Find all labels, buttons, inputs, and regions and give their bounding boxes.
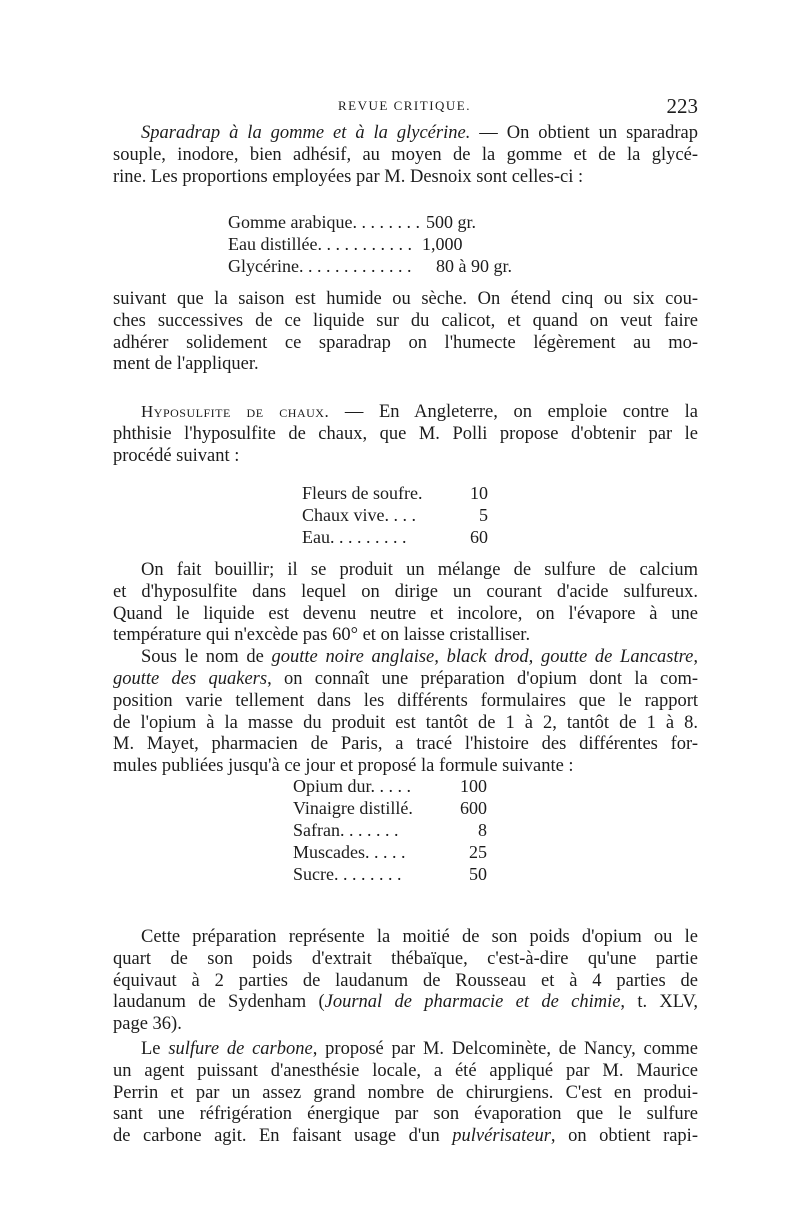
recipe-row bbox=[228, 255, 512, 277]
ingredient-quantity: 60 bbox=[470, 527, 488, 547]
ingredient-name: Muscades. . . . . bbox=[293, 842, 406, 862]
text-line: Perrin et par un assez grand nombre de chirurgiens. C'est en produi- bbox=[113, 1082, 698, 1103]
recipe-table-opium bbox=[293, 775, 503, 885]
ingredient-quantity: 1,000 bbox=[422, 234, 463, 254]
journal-citation: Journal de pharmacie et de chimie bbox=[324, 992, 621, 1013]
text-line: mules publiées jusqu'à ce jour et proposé la formule suivante : bbox=[113, 756, 574, 777]
recipe-row bbox=[293, 819, 503, 841]
text-line: goutte des quakers, on connaît une préparation d'opium dont la com- bbox=[113, 668, 699, 689]
text-line: Hyposulfite de chaux. — En Angleterre, on emploie contre la bbox=[141, 402, 698, 422]
text-line: ches successives de ce liquide sur du calicot, et quand on veut faire bbox=[113, 310, 698, 331]
page-number: 223 bbox=[666, 94, 698, 118]
ingredient-quantity: 80 à 90 gr. bbox=[436, 256, 512, 276]
text-line: procédé suivant : bbox=[113, 445, 240, 466]
text-line: On fait bouillir; il se produit un mélange de sulfure de calcium bbox=[141, 560, 698, 580]
text-line: laudanum de Sydenham (Journal de pharmacie et de chimie, t. XLV, bbox=[113, 992, 698, 1013]
paragraph-sparadrap-usage bbox=[113, 289, 698, 376]
text-line: sant une réfrigération énergique par son évaporation que le sulfure bbox=[113, 1104, 698, 1125]
ingredient-quantity: 8 bbox=[478, 820, 487, 840]
text-line: de carbone agit. En faisant usage d'un pulvérisateur, on obtient rapi- bbox=[113, 1126, 698, 1147]
ingredient-quantity: 500 gr. bbox=[426, 212, 477, 232]
paragraph-sulfure-carbone bbox=[113, 1039, 698, 1148]
recipe-row bbox=[293, 863, 503, 885]
text-line: Quand le liquide est devenu neutre et incolore, on l'évapore à une bbox=[113, 603, 698, 624]
text-line: M. Mayet, pharmacien de Paris, a tracé l'histoire des différentes for- bbox=[113, 734, 698, 755]
running-title: REVUE CRITIQUE. bbox=[338, 98, 471, 113]
paragraph-hyposulfite-process bbox=[113, 560, 698, 778]
text-line: de l'opium à la masse du produit est tantôt de 1 à 2, tantôt de 1 à 8. bbox=[113, 712, 698, 733]
recipe-row bbox=[228, 211, 508, 233]
paragraph-opium-equivalence bbox=[113, 927, 698, 1036]
paragraph-hyposulfite bbox=[113, 401, 698, 467]
text-line: page 36). bbox=[113, 1014, 182, 1035]
page-header bbox=[113, 94, 698, 122]
recipe-row bbox=[302, 504, 502, 526]
text-line: rine. Les proportions employées par M. Desnoix sont celles-ci : bbox=[113, 166, 584, 187]
section-title: Sparadrap à la gomme et à la glycérine. bbox=[141, 123, 471, 143]
text-line: quart de son poids d'extrait thébaïque, c'est-à-dire qu'une partie bbox=[113, 948, 698, 969]
ingredient-quantity: 10 bbox=[470, 483, 488, 503]
ingredient-quantity: 50 bbox=[469, 864, 487, 884]
ingredient-name: Glycérine. . . . . . . . . . . . . bbox=[228, 256, 412, 276]
ingredient-quantity: 5 bbox=[479, 505, 488, 525]
section-heading: Hyposulfite de chaux. bbox=[141, 402, 330, 421]
recipe-row bbox=[293, 841, 503, 863]
ingredient-name: Opium dur. . . . . bbox=[293, 776, 412, 796]
text-line: Cette préparation représente la moitié de son poids d'opium ou le bbox=[141, 927, 698, 947]
ingredient-name: Chaux vive. . . . bbox=[302, 505, 416, 525]
text-line: Sous le nom de goutte noire anglaise, black drod, goutte de Lancastre, bbox=[141, 647, 698, 668]
recipe-row bbox=[228, 233, 508, 255]
ingredient-name: Fleurs de soufre. bbox=[302, 483, 423, 503]
text-line: et d'hyposulfite dans lequel on dirige un courant d'acide sulfureux. bbox=[113, 581, 698, 602]
ingredient-name: Eau distillée. . . . . . . . . . . bbox=[228, 234, 412, 254]
ingredient-name: Gomme arabique. . . . . . . . bbox=[228, 212, 420, 232]
text-line: équivaut à 2 parties de laudanum de Rousseau et à 4 parties de bbox=[113, 970, 698, 991]
ingredient-name: Eau. . . . . . . . . bbox=[302, 527, 407, 547]
ingredient-quantity: 600 bbox=[460, 798, 487, 818]
recipe-table-hyposulfite bbox=[302, 482, 502, 548]
text-line: ment de l'appliquer. bbox=[113, 354, 259, 375]
text-line: adhérer solidement ce sparadrap on l'humecte légèrement au mo- bbox=[113, 332, 698, 353]
paragraph-sparadrap bbox=[113, 123, 698, 188]
recipe-row bbox=[293, 797, 503, 819]
ingredient-name: Safran. . . . . . . bbox=[293, 820, 399, 840]
text-line: Le sulfure de carbone, proposé par M. Delcominète, de Nancy, comme bbox=[141, 1039, 699, 1059]
ingredient-quantity: 100 bbox=[460, 776, 487, 796]
recipe-row bbox=[293, 775, 503, 797]
ingredient-quantity: 25 bbox=[469, 842, 487, 862]
text-line: Sparadrap à la gomme et à la glycérine. — On obtient un sparadrap bbox=[141, 123, 698, 143]
text-line: température qui n'excède pas 60° et on laisse cristalliser. bbox=[113, 625, 531, 646]
recipe-row bbox=[302, 482, 502, 504]
text-line: phthisie l'hyposulfite de chaux, que M. Polli propose d'obtenir par le bbox=[113, 423, 698, 444]
text-line: position varie tellement dans les différents formulaires que le rapport bbox=[113, 690, 698, 711]
ingredient-name: Sucre. . . . . . . . bbox=[293, 864, 402, 884]
recipe-row bbox=[302, 526, 502, 548]
ingredient-name: Vinaigre distillé. bbox=[293, 798, 413, 818]
text-line: suivant que la saison est humide ou sèche. On étend cinq ou six cou- bbox=[113, 289, 698, 309]
text-line: souple, inodore, bien adhésif, au moyen de la gomme et de la glycé- bbox=[113, 144, 698, 165]
recipe-table-sparadrap bbox=[228, 211, 512, 277]
text-line: un agent puissant d'anesthésie locale, a été appliqué par M. Maurice bbox=[113, 1060, 698, 1081]
